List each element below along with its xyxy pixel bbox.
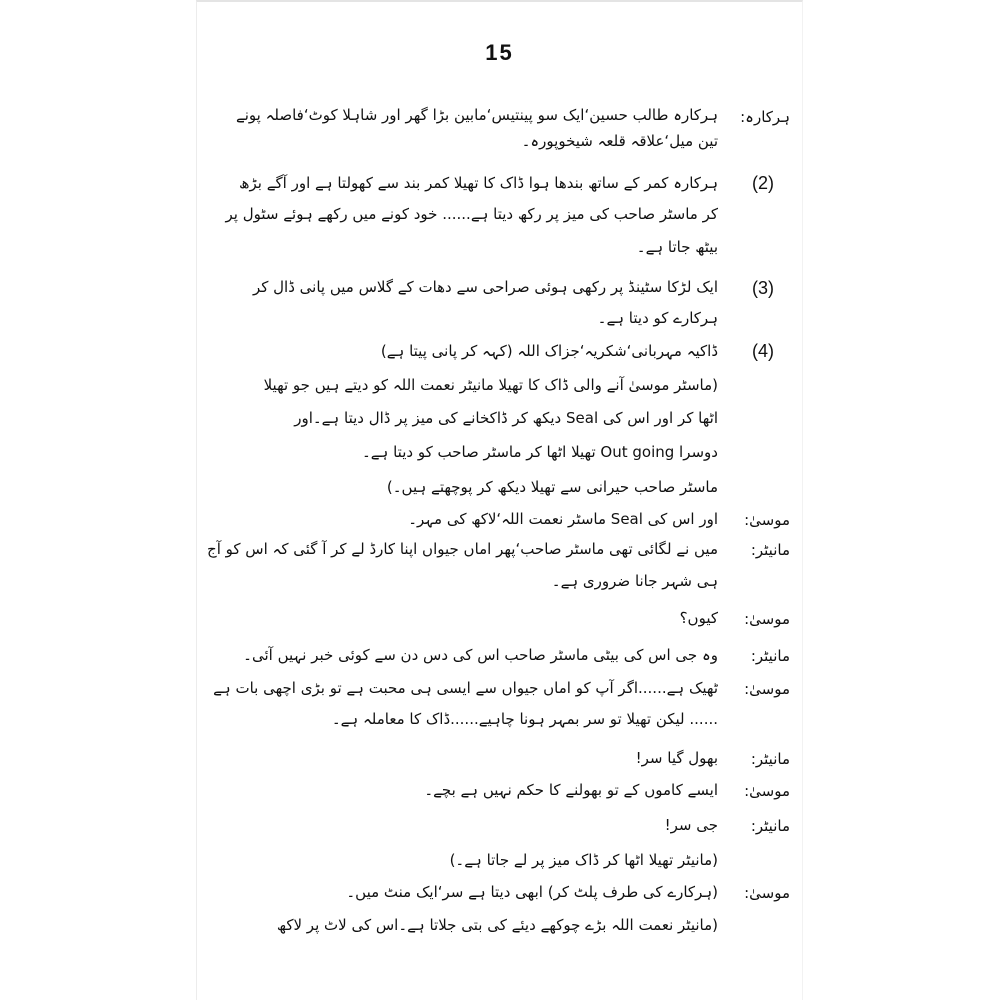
text-line: ہرکارہ کمر کے ساتھ بندھا ہوا ڈاک کا تھیلا کمر بند سے کھولتا ہے اور آگے بڑھ — [239, 174, 718, 192]
text-line: دوسرا Out going تھیلا اٹھا کر ماسٹر صاحب کو دیتا ہے۔ — [361, 443, 718, 461]
speaker-label-monitor: مانیٹر: — [750, 541, 790, 559]
text-line: ہی شہر جانا ضروری ہے۔ — [551, 572, 718, 590]
text-line: ایک لڑکا سٹینڈ پر رکھی ہوئی صراحی سے دھات کے گلاس میں پانی ڈال کر — [252, 278, 718, 296]
text-line: بیٹھ جاتا ہے۔ — [636, 238, 718, 256]
text-line: (مانیٹر نعمت اللہ بڑے چوکھے دیئے کی بتی جلاتا ہے۔اس کی لاٹ پر لاکھ — [276, 916, 718, 934]
speaker-label-monitor: مانیٹر: — [750, 817, 790, 835]
speaker-label-musa: موسیٰ: — [744, 782, 790, 800]
text-line: ڈاکیہ مہربانی‘شکریہ‘جزاک اللہ (کہہ کر پانی پیتا ہے) — [380, 342, 718, 360]
text-line: ہرکارے کو دیتا ہے۔ — [597, 309, 718, 327]
speaker-label-musa: موسیٰ: — [744, 610, 790, 628]
text-line: (ہرکارے کی طرف پلٹ کر) ابھی دیتا ہے سر‘ایک منٹ میں۔ — [346, 883, 718, 901]
speaker-label-musa: موسیٰ: — [744, 511, 790, 529]
text-line: اور اس کی Seal ماسٹر نعمت اللہ‘لاکھ کی مہر۔ — [408, 510, 718, 528]
text-line: جی سر! — [664, 816, 718, 834]
speaker-label-harkara: ہرکارہ: — [740, 108, 790, 126]
text-line: ٹھیک ہے......اگر آپ کو اماں جیواں سے ایسی ہی محبت ہے تو بڑی اچھی بات ہے — [213, 679, 718, 697]
speaker-label-musa: موسیٰ: — [744, 884, 790, 902]
speaker-label-monitor: مانیٹر: — [750, 750, 790, 768]
text-line: تین میل‘علاقہ قلعہ شیخوپورہ۔ — [521, 132, 718, 150]
text-line: وہ جی اس کی بیٹی ماسٹر صاحب اس کی دس دن سے کوئی خبر نہیں آئی۔ — [243, 646, 718, 664]
text-line: (ماسٹر موسیٰ آنے والی ڈاک کا تھیلا مانیٹر نعمت اللہ کو دیتے ہیں جو تھیلا — [263, 376, 718, 394]
page-number: 15 — [485, 40, 514, 65]
speaker-label-musa: موسیٰ: — [744, 680, 790, 698]
text-line: ماسٹر صاحب حیرانی سے تھیلا دیکھ کر پوچھتے ہیں۔) — [386, 478, 718, 496]
text-line: ایسے کاموں کے تو بھولنے کا حکم نہیں ہے بچے۔ — [424, 781, 718, 799]
text-line: کر ماسٹر صاحب کی میز پر رکھ دیتا ہے...... خود کونے میں رکھے ہوئے سٹول پر — [225, 205, 718, 223]
text-line: بھول گیا سر! — [635, 749, 718, 767]
text-line: (مانیٹر تھیلا اٹھا کر ڈاک میز پر لے جاتا ہے۔) — [449, 851, 718, 869]
direction-number-4: (4) — [752, 341, 774, 361]
speaker-label-monitor: مانیٹر: — [750, 647, 790, 665]
direction-number-3: (3) — [752, 278, 774, 298]
text-line: ...... لیکن تھیلا تو سر بمہر ہونا چاہیے......ڈاک کا معاملہ ہے۔ — [331, 710, 718, 728]
text-line: کیوں؟ — [679, 609, 718, 627]
text-line: میں نے لگائی تھی ماسٹر صاحب‘پھر اماں جیواں اپنا کارڈ لے کر آ گئی کہ اس کو آج — [207, 540, 718, 558]
text-line: ہرکارہ طالب حسین‘ایک سو پینتیس‘مابین بڑا گھر اور شاہلا کوٹ‘فاصلہ پونے — [235, 106, 718, 124]
text-line: اٹھا کر اور اس کی Seal دیکھ کر ڈاکخانے کی میز پر ڈال دیتا ہے۔اور — [294, 409, 718, 427]
direction-number-2: (2) — [752, 173, 774, 193]
